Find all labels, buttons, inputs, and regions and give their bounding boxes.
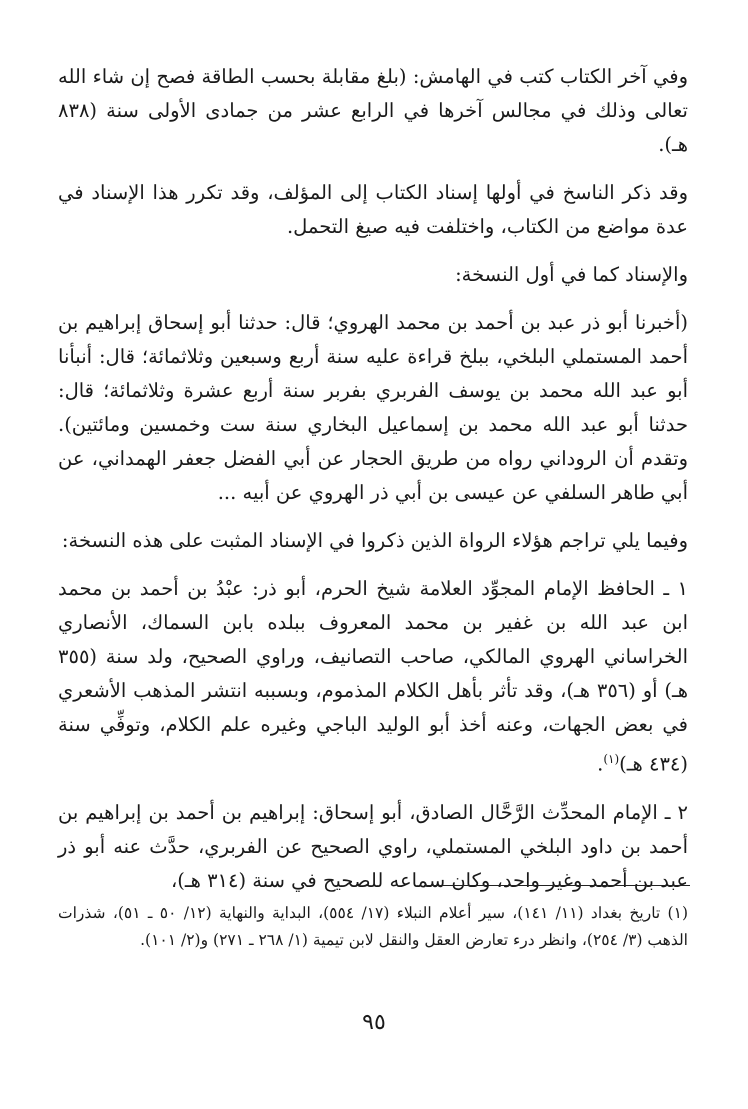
biography-abu-dharr-text: ١ ـ الحافظ الإمام المجوِّد العلامة شيخ الحرم، أبو ذر: عبْدُ بن أحمد بن محمد ابن عبد الله بن غفير بن محمد المعروف ببلده بابن السماك، الأنصاري الخراساني الهروي المالكي، صاحب التصانيف، وراوي الصحيح، ولد سنة (٣٥٥ هـ) أو (٣٥٦ هـ)، وقد تأثر بأهل الكلام المذموم، وبسببه انتشر المذهب الأشعري في بعض الجهات، وعنه أخذ أبو الوليد الباجي وغيره علم الكلام، وتوفِّي سنة (٤٣٤ هـ) (58, 577, 689, 776)
footnote-marker: (١) (603, 752, 620, 766)
paragraph-isnad-heading: والإسناد كما في أول النسخة: (455, 263, 688, 286)
paragraph-isnad-intro: وقد ذكر الناسخ في أولها إسناد الكتاب إلى المؤلف، وقد تكرر هذا الإسناد في عدة مواضع من الكتاب، واختلفت فيه صيغ التحمل. (58, 181, 688, 238)
footnote-1: (١) تاريخ بغداد (١١/ ١٤١)، سير أعلام النبلاء (١٧/ ٥٥٤)، البداية والنهاية (١٢/ ٥٠ ـ ٥١)، شذرات الذهب (٣/ ٢٥٤)، وانظر درء تعارض العقل والنقل لابن تيمية (١/ ٢٦٨ ـ ٢٧١) و(٢/ ١٠١). (58, 904, 688, 949)
paragraph-narrators-intro: وفيما يلي تراجم هؤلاء الرواة الذين ذكروا في الإسناد المثبت على هذه النسخة: (61, 529, 688, 552)
page-body (58, 60, 688, 904)
footnote-divider (424, 885, 690, 886)
paragraph-isnad-chain: (أخبرنا أبو ذر عبد بن أحمد بن محمد الهروي؛ قال: حدثنا أبو إسحاق إبراهيم بن أحمد المستملي البلخي، ببلخ قراءة عليه سنة أربع وسبعين وثلاثمائة؛ قال: أنبأنا أبو عبد الله محمد بن يوسف الفربري بفربر سنة أربع عشرة وثلاثمائة؛ قال: حدثنا أبو عبد الله محمد بن إسماعيل البخاري سنة ست وخمسين ومائتين). وتقدم أن الروداني رواه من طريق الحجار عن أبي الفضل جعفر الهمداني، عن أبي طاهر السلفي عن عيسى بن أبي ذر الهروي عن أبيه ... (58, 311, 688, 504)
page-number: ٩٥ (362, 1010, 386, 1035)
paragraph-margin-note: وفي آخر الكتاب كتب في الهامش: (بلغ مقابلة بحسب الطاقة فصح إن شاء الله تعالى وذلك في مجالس آخرها في الرابع عشر من جمادى الأولى سنة (٨٣٨ هـ). (58, 65, 688, 156)
footnotes (58, 900, 688, 954)
paragraph-biography-mustamli: ٢ ـ الإمام المحدِّث الرَّحَّال الصادق، أبو إسحاق: إبراهيم بن أحمد بن إبراهيم بن أحمد بن داود البلخي المستملي، راوي الصحيح عن الفربري، حدَّث عنه أبو ذر عبد بن أحمد وغير واحد، وكان سماعه للصحيح في سنة (٣١٤ هـ)، (58, 800, 688, 892)
paragraph-biography-abu-dharr: ١ ـ الحافظ الإمام المجوِّد العلامة شيخ الحرم، أبو ذر: عبْدُ بن أحمد بن محمد ابن عبد الله بن غفير بن محمد المعروف ببلده بابن السماك، الأنصاري الخراساني الهروي المالكي، صاحب التصانيف، وراوي الصحيح، ولد سنة (٣٥٥ هـ) أو (٣٥٦ هـ)، وقد تأثر بأهل الكلام المذموم، وبسببه انتشر المذهب الأشعري في بعض الجهات، وعنه أخذ أبو الوليد الباجي وغيره علم الكلام، وتوفِّي سنة (٤٣٤ هـ)$^{(١)}$. (58, 577, 689, 776)
